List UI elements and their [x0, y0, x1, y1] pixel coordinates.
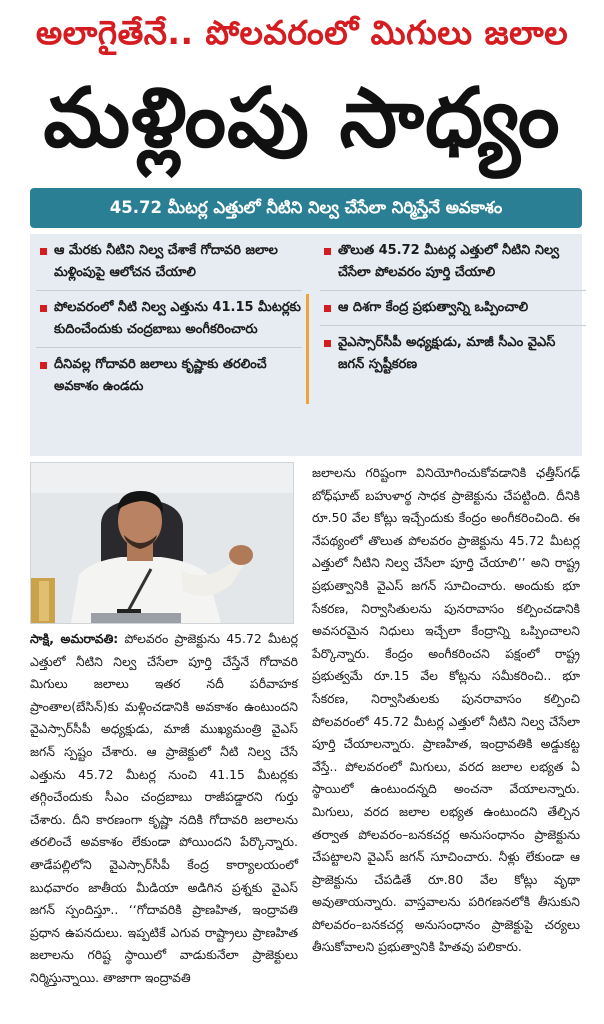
main-headline: మళ్లింపు సాధ్యం: [43, 71, 561, 166]
column-divider: [306, 294, 309, 404]
bullet-marker-icon: [324, 305, 331, 312]
article-dateline: సాక్షి, అమరావతి:: [30, 631, 119, 646]
kicker-headline: అలాగైతేనే.. పోలవరంలో మిగులు జలాల: [35, 13, 569, 52]
bullet-marker-icon: [40, 248, 47, 255]
bullet-item: [36, 354, 302, 398]
bullet-item: [36, 240, 302, 284]
bullet-points-box: [30, 234, 582, 456]
bullet-column-left: [36, 240, 302, 398]
article-body-right: జలాలను గరిష్టంగా వినియోగించుకోవడానికి ఛత్తీస్‌గఢ్ బోధ్‌ఘాట్ బహుళార్థ సాధక ప్రాజెక్టును చేపట్టింది. దీనికి రూ.50 వేల కోట్లు ఇచ్చేందుకు కేంద్రం అంగీకరించింది. ఈ నేపథ్యంలో తొలుత పోలవరం ప్రాజెక్టును 45.72 మీటర్ల ఎత్తులో నీటిని నిల్వ చేసేలా పూర్తి చేయాలి’’ అని రాష్ట్ర ప్రభుత్వానికి వైఎస్ జగన్ సూచించారు. అందుకు భూ సేకరణ, నిర్వాసితులను పునరావాసం కల్పించడానికి అవసరమైన నిధులు ఇచ్చేలా కేంద్రాన్ని ఒప్పించాలని పేర్కొన్నారు. కేంద్రం అంగీకరించని పక్షంలో రాష్ట్ర ప్రభుత్వమే రూ.15 వేల కోట్లను సమీకరించి.. భూ సేకరణ, నిర్వాసితులకు పునరావాసం కల్పించి పోలవరంలో 45.72 మీటర్ల ఎత్తులో నీటిని నిల్వ చేసేలా పూర్తి చేయాలన్నారు. ప్రాణహిత, ఇంద్రావతికి అడ్డుకట్ట వేస్తే.. పోలవరంలో మిగులు, వరద జలాల లభ్యత ఏ స్థాయిలో ఉంటుందన్నది అంచనా వేయాలన్నారు. మిగులు, వరద జలాల లభ్యత ఉంటుందని తేల్చిన తర్వాత పోలవరం–బనకచర్ల అనుసంధానం ప్రాజెక్టును చేపట్టాలని వైఎస్ జగన్ సూచించారు. నీళ్లు లేకుండా ఆ ప్రాజెక్టును చేపడితే రూ.80 వేల కోట్లు వృథా అవుతాయన్నారు. వాస్తవాలను పరిగణనలోకి తీసుకుని పోలవరం–బనకచర్ల అనుసంధానం ప్రాజెక్టుపై చర్యలు తీసుకోవాలని ప్రభుత్వానికి హితవు పలికారు.: [312, 465, 580, 955]
article-paragraph: [30, 628, 298, 990]
bullet-marker-icon: [324, 248, 331, 255]
bullet-separator: [320, 290, 586, 291]
bullet-item: [320, 240, 586, 284]
bullet-separator: [36, 290, 302, 291]
bullet-text: దీనివల్ల గోదావరి జలాలు కృష్ణాకు తరలించే అవకాశం ఉండదు: [54, 357, 267, 394]
article-body-left: పోలవరం ప్రాజెక్టును 45.72 మీటర్ల ఎత్తులో నీటిని నిల్వ చేసేలా పూర్తి చేస్తేనే గోదావరి మిగులు జలాలు ఇతర నదీ పరీవాహక ప్రాంతాల(బేసిన్)కు మళ్లించడానికి అవకాశం ఉంటుందని వైఎస్సార్‌సీపీ అధ్యక్షుడు, మాజీ ముఖ్యమంత్రి వైఎస్ జగన్ స్పష్టం చేశారు. ఆ ప్రాజెక్టులో నీటి నిల్వ చేసే ఎత్తును 45.72 మీటర్ల నుంచి 41.15 మీటర్లకు తగ్గించేందుకు సీఎం చంద్రబాబు రాజీపడ్డారని గుర్తు చేశారు. దీని కారణంగా కృష్ణా నదికి గోదావరి జలాలను తరలించే అవకాశం లేకుండా పోయిందని పేర్కొన్నారు. తాడేపల్లిలోని వైఎస్సార్‌సీపీ కేంద్ర కార్యాలయంలో బుధవారం జాతీయ మీడియా అడిగిన ప్రశ్నకు వైఎస్ జగన్ స్పందిస్తూ.. ‘‘గోదావరికి ప్రాణహిత, ఇంద్రావతి ప్రధాన ఉపనదులు. ఇప్పటికే ఎగువ రాష్ట్రాలు ప్రాణహిత జలాలను గరిష్ట స్థాయిలో వాడుకునేలా ప్రాజెక్టులు నిర్మిస్తున్నాయి. తాజాగా ఇంద్రావతి: [30, 631, 298, 985]
bullet-item: [36, 297, 302, 341]
bullet-marker-icon: [40, 362, 47, 369]
bullet-text: పోలవరంలో నీటి నిల్వ ఎత్తును 41.15 మీటర్లకు కుదించేందుకు చంద్రబాబు అంగీకరించారు: [54, 300, 301, 337]
bullet-text: ఆ దిశగా కేంద్ర ప్రభుత్వాన్ని ఒప్పించాలి: [338, 300, 529, 315]
speaker-photo-illustration: [31, 463, 293, 623]
article-column-right: [312, 462, 580, 959]
bullet-marker-icon: [324, 340, 331, 347]
bullet-marker-icon: [40, 305, 47, 312]
bullet-text: తొలుత 45.72 మీటర్ల ఎత్తులో నీటిని నిల్వ చేసేలా పోలవరం పూర్తి చేయాలి: [338, 243, 560, 280]
bullet-text: ఆ మేరకు నీటిని నిల్వ చేశాకే గోదావరి జలాల మళ్లింపుపై ఆలోచన చేయాలి: [54, 243, 278, 280]
article-column-left: [30, 628, 298, 990]
bullet-text: వైఎస్సార్‌సీపీ అధ్యక్షుడు, మాజీ సీఎం వైఎస్ జగన్ స్పష్టీకరణ: [338, 335, 556, 372]
bullet-separator: [320, 325, 586, 326]
bullet-item: [320, 332, 586, 376]
bullet-item: [320, 297, 586, 319]
news-photo: [30, 462, 294, 624]
bullet-column-right: [320, 240, 586, 376]
bullet-separator: [36, 347, 302, 348]
subheadline-banner: 45.72 మీటర్ల ఎత్తులో నీటిని నిల్వ చేసేలా నిర్మిస్తేనే అవకాశం: [30, 188, 582, 228]
